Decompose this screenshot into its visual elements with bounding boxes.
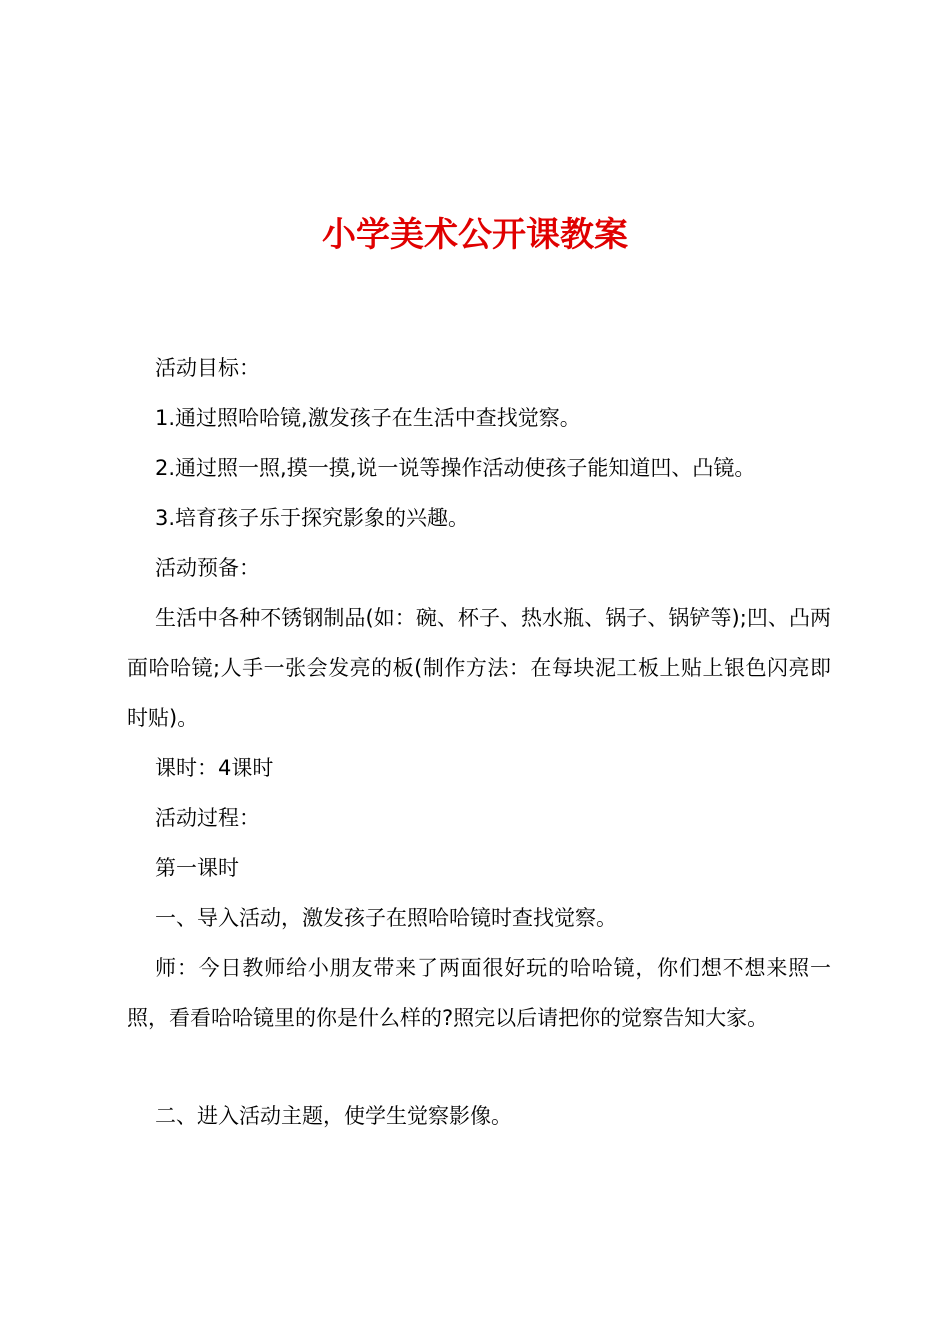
document-body (127, 343, 831, 1141)
objective-item-1: 1.通过照哈哈镜,激发孩子在生活中查找觉察。 (155, 406, 581, 430)
objective-item-3: 3.培育孩子乐于探究影象的兴趣。 (155, 506, 470, 530)
section-heading-objectives: 活动目标： (155, 356, 260, 380)
section-heading-preparation: 活动预备： (155, 556, 260, 580)
section-heading-process: 活动过程： (155, 806, 260, 830)
class-hours: 课时：4课时 (155, 756, 274, 780)
step-two-heading: 二、进入活动主题，使学生觉察影像。 (155, 1104, 512, 1128)
step-one-heading: 一、导入活动，激发孩子在照哈哈镜时查找觉察。 (155, 906, 617, 930)
document-title: 小学美术公开课教案 (322, 215, 628, 255)
objective-item-2: 2.通过照一照,摸一摸,说一说等操作活动使孩子能知道凹、凸镜。 (155, 456, 756, 480)
teacher-dialogue-paragraph: 师：今日教师给小朋友带来了两面很好玩的哈哈镜，你们想不想来照一照，看看哈哈镜里的你是什么样的?照完以后请把你的觉察告知大家。 (127, 956, 831, 1030)
preparation-paragraph: 生活中各种不锈钢制品(如：碗、杯子、热水瓶、锅子、锅铲等);凹、凸两面哈哈镜;人手一张会发亮的板(制作方法：在每块泥工板上贴上银色闪亮即时贴)。 (127, 606, 831, 730)
lesson-one-heading: 第一课时 (155, 856, 239, 880)
